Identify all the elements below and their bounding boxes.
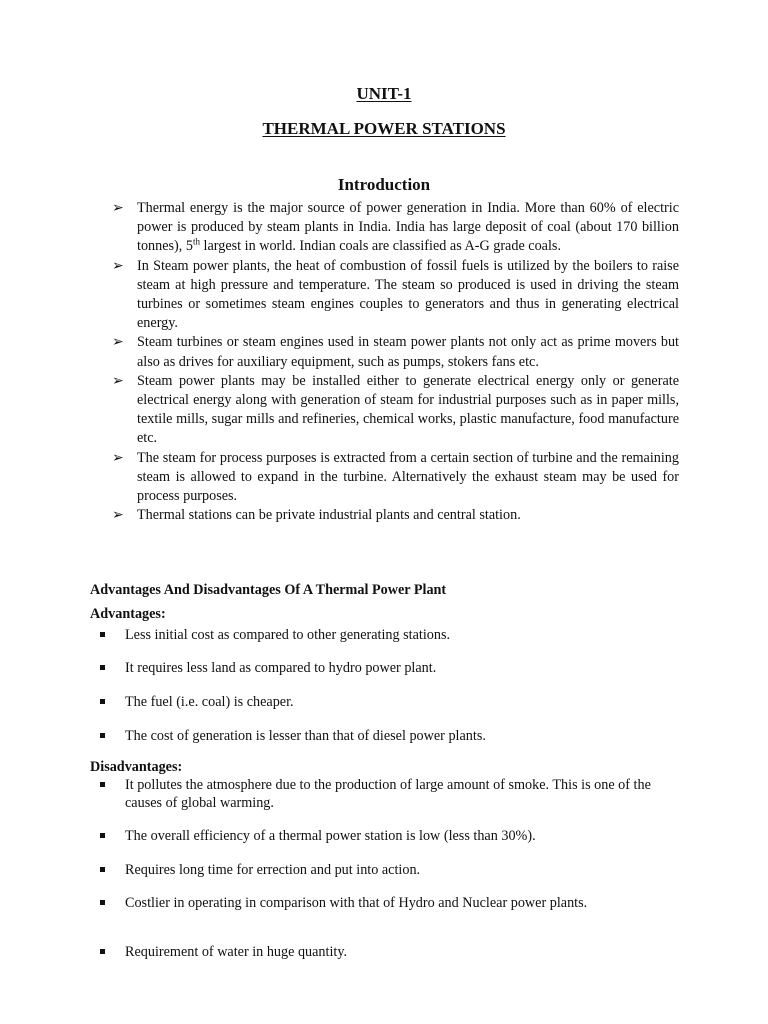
square-bullet-icon <box>100 900 105 905</box>
disadvantage-item: Requires long time for errection and put into action. <box>100 861 680 879</box>
introduction-list <box>112 199 679 525</box>
introduction-heading: Introduction <box>337 175 431 194</box>
arrow-bullet-icon: ➢ <box>112 450 124 466</box>
advantages-label: Advantages: <box>90 606 166 622</box>
page-title: THERMAL POWER STATIONS <box>262 119 506 138</box>
list-item: ➢ Steam turbines or steam engines used in steam power plants not only act as prime movers but also as drives for auxiliary equipment, such as pumps, stokers fans etc. <box>112 334 679 370</box>
list-item: ➢ The steam for process purposes is extracted from a certain section of turbine and the remaining steam is allowed to expand in the turbine. Alternatively the exhaust steam may be used for process purposes. <box>112 449 679 505</box>
square-bullet-icon <box>100 632 105 637</box>
disadvantage-item: It pollutes the atmosphere due to the production of large amount of smoke. This is one of the causes of global warming. <box>100 776 680 812</box>
square-bullet-icon <box>100 733 105 738</box>
square-bullet-icon <box>100 665 105 670</box>
list-item: ➢ In Steam power plants, the heat of combustion of fossil fuels is utilized by the boilers to raise steam at high pressure and temperature. The steam so produced is used in driving the steam turbines or sometimes steam engines couples to generators and thus in generating electrical energy. <box>112 257 679 332</box>
list-item: ➢ Thermal stations can be private industrial plants and central station. <box>112 506 679 525</box>
unit-heading: UNIT-1 <box>356 84 412 103</box>
arrow-bullet-icon: ➢ <box>112 258 124 274</box>
square-bullet-icon <box>100 949 105 954</box>
arrow-bullet-icon: ➢ <box>112 373 124 389</box>
advantage-item: It requires less land as compared to hydro power plant. <box>100 659 680 677</box>
advantage-item: The fuel (i.e. coal) is cheaper. <box>100 693 680 711</box>
advantage-item: The cost of generation is lesser than that of diesel power plants. <box>100 727 680 745</box>
arrow-bullet-icon: ➢ <box>112 201 124 216</box>
square-bullet-icon <box>100 699 105 704</box>
advantage-item: Less initial cost as compared to other generating stations. <box>100 626 680 644</box>
list-item: ➢ Steam power plants may be installed either to generate electrical energy only or generate electrical energy along with generation of steam for industrial purposes such as in paper mills, textile mills, sugar mills and refineries, chemical works, plastic manufacture, food manufacture etc. <box>112 372 679 447</box>
section-heading: Advantages And Disadvantages Of A Thermal Power Plant <box>90 582 447 598</box>
square-bullet-icon <box>100 833 105 838</box>
arrow-bullet-icon: ➢ <box>112 335 124 351</box>
list-item: ➢ Thermal energy is the major source of power generation in India. More than 60% of electric power is produced by steam plants in India. India has large deposit of coal (about 170 billion tonnes), 5th largest in world. Indian coals are classified as A-G grade coals. <box>112 200 679 255</box>
square-bullet-icon <box>100 782 105 787</box>
disadvantage-item: The overall efficiency of a thermal power station is low (less than 30%). <box>100 827 680 845</box>
disadvantages-label: Disadvantages: <box>90 759 183 775</box>
disadvantage-item: Costlier in operating in comparison with that of Hydro and Nuclear power plants. <box>100 894 680 912</box>
square-bullet-icon <box>100 867 105 872</box>
arrow-bullet-icon: ➢ <box>112 508 124 524</box>
disadvantage-item: Requirement of water in huge quantity. <box>100 943 680 961</box>
